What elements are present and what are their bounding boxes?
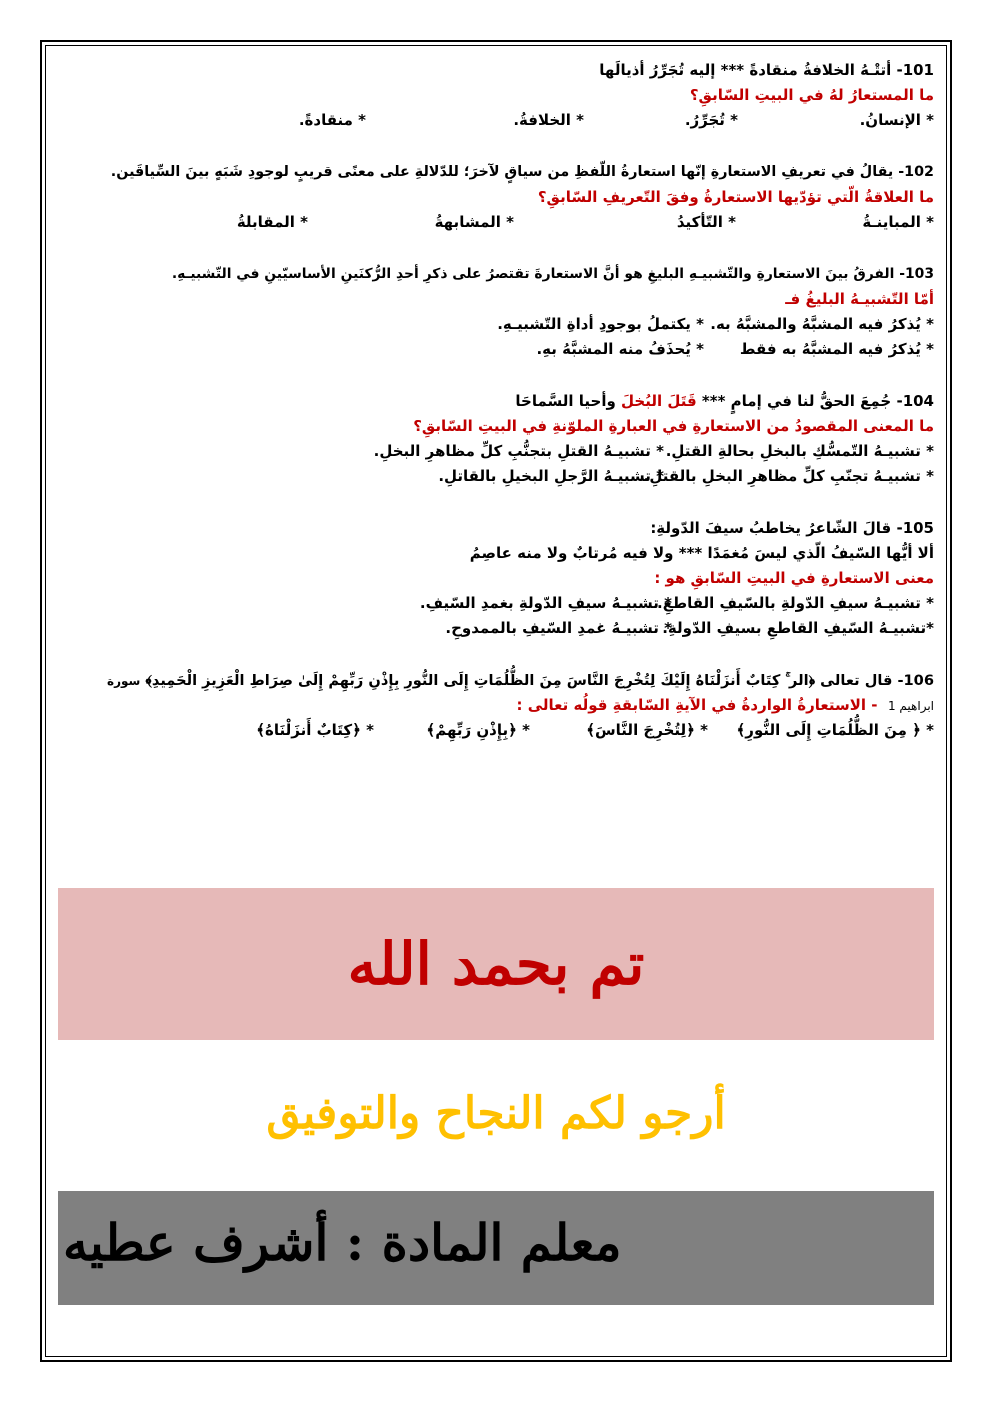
option-c: * المشابهةُ — [434, 213, 514, 231]
option-d: * منقادةً. — [298, 111, 366, 129]
question-verse: ألا أيُّها السّيفُ الّذي ليسَ مُغمَدًا *** ولا فيه مُرتابٌ ولا منه عاصِمُ — [469, 544, 934, 562]
option-d: * المقابلةُ — [236, 213, 308, 231]
option-d: * يُحذَفُ منه المشبَّهُ بهِ. — [536, 340, 704, 358]
option-d: * تشبيـهُ غمدِ السّيفِ بالممدوحِ. — [445, 619, 672, 637]
question-101 — [58, 58, 934, 133]
option-c: * يُذكرُ فيه المشبَّهُ به فقط — [739, 340, 934, 358]
options-row — [58, 210, 934, 235]
closing-thanks: تم بحمد الله — [347, 930, 645, 998]
option-d: * تشبيـهُ الرَّجلِ البخيلِ بالقاتلِ. — [438, 467, 664, 485]
question-intro: 105- قالَ الشّاعرُ يخاطبُ سيفَ الدّولةِ: — [650, 519, 934, 537]
options-row — [58, 312, 934, 337]
option-c: * تشبيـهُ تجنّبِ كلِّ مظاهرِ البخلِ بالقتلِ. — [643, 467, 934, 485]
question-verse: 102- يقالُ في تعريفِ الاستعارةِ إنّها استعارةُ اللّفظِ من سياقٍ لآخرَ؛ للدّلالةِ على معنًى قريبٍ لوجودِ شَبَهٍ بينَ السِّياقَين. — [110, 164, 934, 180]
option-b: * ﴿لِتُخْرِجَ النَّاسَ﴾ — [586, 721, 708, 739]
option-c: *تشبيـهُ السّيفِ القاطعِ بسيفِ الدّولةِ. — [662, 619, 934, 637]
option-c: * ﴿بِإِذْنِ رَبِّهِمْ﴾ — [426, 721, 530, 739]
option-a: * الإنسانُ. — [859, 111, 934, 129]
question-verse: 103- الفرقُ بينَ الاستعارةِ والتّشبيـهِ البليغِ هو أنَّ الاستعارةَ تقتصرُ على ذكرِ أحدِ الرُّكنَينِ الأساسيّينِ في التّشبيـهِ. — [171, 266, 934, 282]
options-row — [58, 718, 934, 743]
question-104 — [58, 389, 934, 489]
option-b: * يكتملُ بوجودِ أداةِ التّشبيـهِ. — [497, 315, 704, 333]
options-row — [58, 616, 934, 641]
question-verse: 104- جُمِعَ الحقُّ لنا في إمامٍ *** قَتَلَ البُخلَ وأحيا السَّماحَا — [515, 392, 934, 410]
option-a: * المباينـةُ — [862, 213, 934, 231]
options-row — [58, 337, 934, 362]
question-prompt-line: ابراهيم 1 - الاستعارةُ الواردةُ في الآيةِ السّابقةِ قولُه تعالى : — [516, 696, 934, 714]
option-d: * ﴿كِتَابٌ أَنزَلْنَاهُ﴾ — [256, 721, 374, 739]
question-106 — [58, 668, 934, 743]
highlighted-phrase: قَتَلَ البُخلَ — [621, 392, 697, 410]
question-prompt: ما المستعارُ لهُ في البيتِ السّابقِ؟ — [689, 86, 934, 104]
question-verse: 106- قال تعالى ﴿الر ۚ كِتَابٌ أَنزَلْنَاهُ إِلَيْكَ لِتُخْرِجَ النَّاسَ مِنَ الظُّلُمَاتِ إِلَى النُّورِ بِإِذْنِ رَبِّهِمْ إِلَىٰ صِرَاطِ الْعَزِيزِ الْحَمِيدِ﴾ سورة — [107, 672, 934, 689]
question-102 — [58, 160, 934, 235]
options-row — [58, 464, 934, 489]
teacher-name: معلم المادة : أشرف عطيه — [63, 1213, 622, 1272]
options-row — [58, 439, 934, 464]
option-b: * تشبيـهُ سيفِ الدّولةِ بغمدِ السّيفِ. — [419, 594, 672, 612]
question-103 — [58, 262, 934, 362]
questions-area — [58, 58, 934, 743]
option-a: * تشبيـهُ سيفِ الدّولةِ بالسّيفِ القاطعِ. — [657, 594, 934, 612]
question-verse: 101- أتتْـهُ الخلافةُ منقادةً *** إليه تُجَرِّرُ أذيالَها — [599, 61, 934, 79]
question-prompt: معنى الاستعارةِ في البيتِ السّابقِ هو : — [654, 569, 934, 587]
options-row — [58, 108, 934, 133]
question-105 — [58, 516, 934, 641]
option-a: * تشبيـهُ التّمسُّكِ بالبخلِ بحالةِ القتلِ. — [665, 442, 934, 460]
option-b: * تُجَرِّرُ. — [684, 111, 738, 129]
option-c: * الخلافةُ. — [513, 111, 584, 129]
question-prompt: ما العلاقةُ الّتي تؤدّيها الاستعارةُ وفقَ التّعريفِ السّابقِ؟ — [537, 188, 934, 206]
option-b: * تشبيـهُ القتلِ بتجنُّبِ كلِّ مظاهرِ البخلِ. — [373, 442, 664, 460]
teacher-banner — [58, 1191, 934, 1305]
option-a: * ﴿ مِنَ الظُّلُمَاتِ إِلَى النُّورِ﴾ — [736, 721, 934, 739]
question-prompt: ما المعنى المقصودُ من الاستعارةِ في العبارةِ الملوّنةِ في البيتِ السّابقِ؟ — [413, 417, 934, 435]
question-prompt: أمّا التّشبيـهُ البليغُ فـ — [785, 290, 934, 308]
closing-banner — [58, 888, 934, 1040]
option-b: * التّأكيدُ — [676, 213, 736, 231]
options-row — [58, 591, 934, 616]
closing-wish: أرجو لكم النجاح والتوفيق — [266, 1088, 726, 1139]
option-a: * يُذكرُ فيه المشبَّهُ والمشبَّهُ به. — [710, 315, 934, 333]
